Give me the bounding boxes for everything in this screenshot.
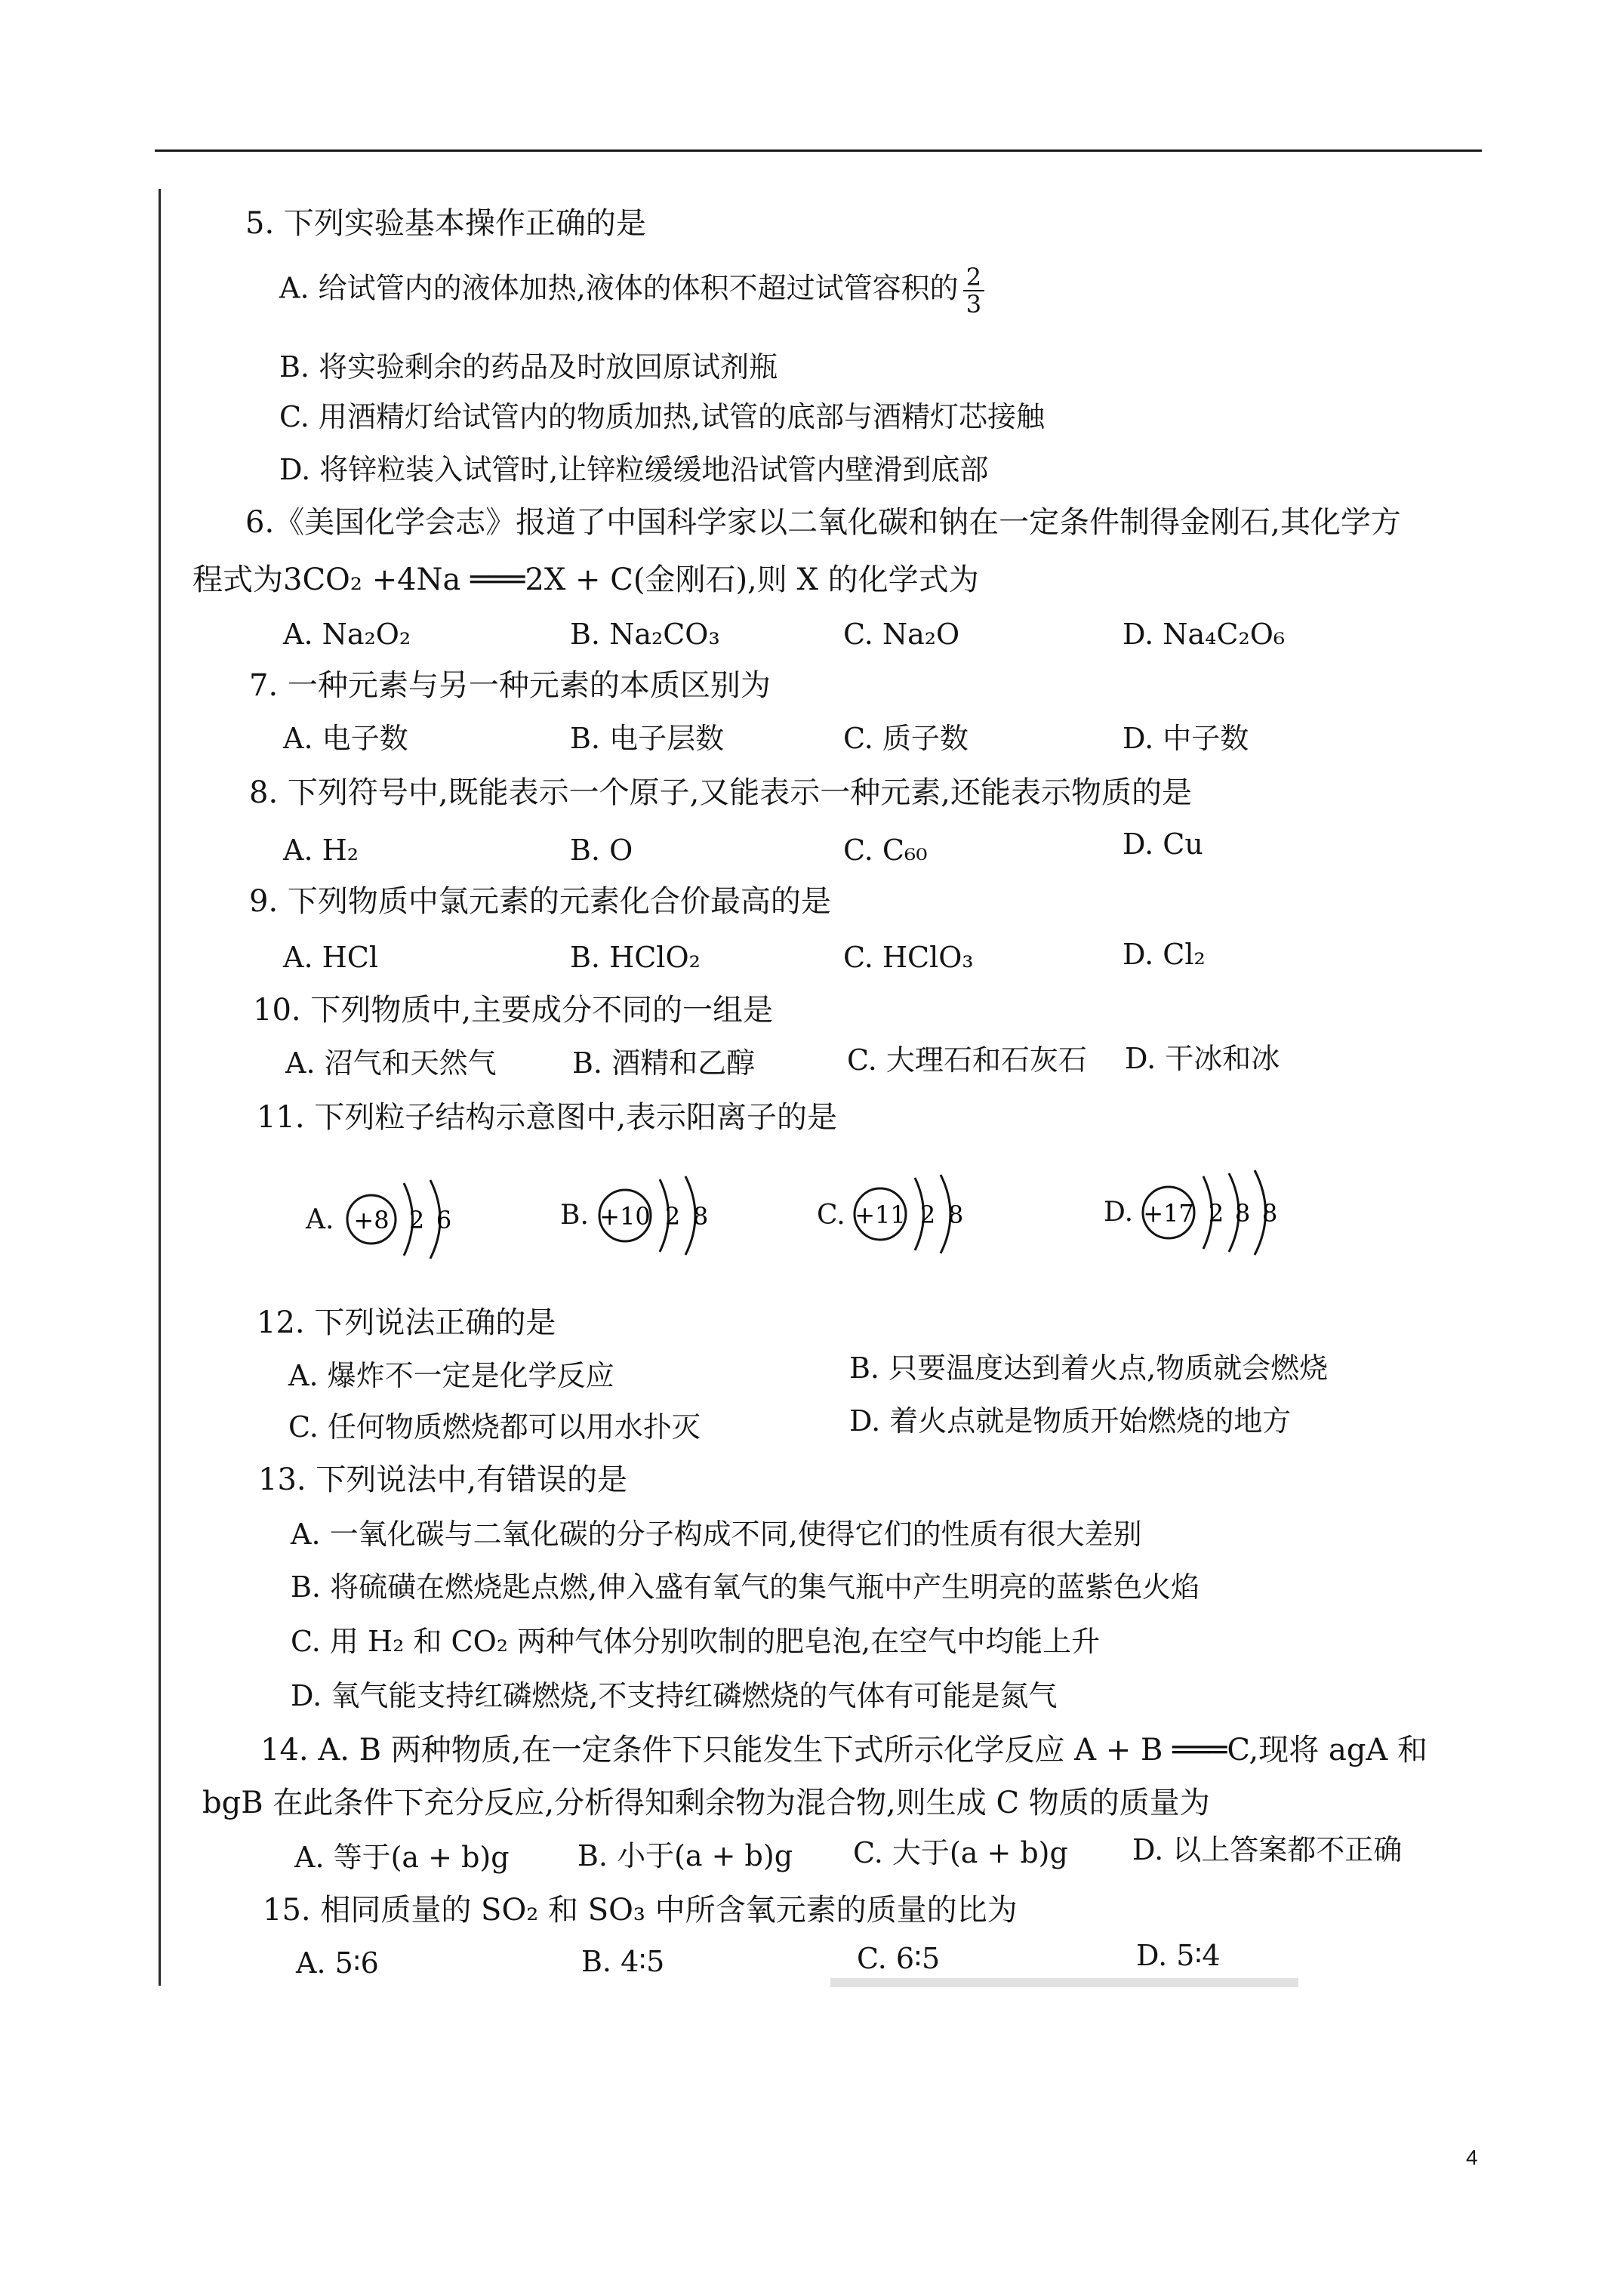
question-6-option-d: D. Na₄C₂O₆ (1123, 618, 1286, 651)
question-10-option-a: A. 沼气和天然气 (285, 1046, 497, 1080)
question-13-stem: 13. 下列说法中,有错误的是 (258, 1462, 628, 1497)
question-14-option-b: B. 小于(a + b)g (577, 1839, 793, 1872)
atom-d-letter: D. (1104, 1197, 1134, 1228)
shell-2-count: 8 (1234, 1199, 1251, 1228)
atom-b-letter: B. (560, 1200, 589, 1231)
question-8-option-b: B. O (570, 834, 633, 867)
question-5-option-d: D. 将锌粒装入试管时,让锌粒缓缓地沿试管内壁滑到底部 (279, 453, 989, 486)
question-12-stem: 12. 下列说法正确的是 (257, 1305, 556, 1340)
shell-3-count: 8 (1261, 1199, 1278, 1228)
question-13-option-d: D. 氧气能支持红磷燃烧,不支持红磷燃烧的气体有可能是氮气 (291, 1679, 1058, 1712)
shell-1-count: 2 (408, 1206, 425, 1234)
shell-1-count: 2 (1208, 1199, 1224, 1228)
page-number: 4 (1466, 2146, 1478, 2169)
shell-1-count: 2 (919, 1200, 936, 1229)
question-5-option-c: C. 用酒精灯给试管内的物质加热,试管的底部与酒精灯芯接触 (279, 400, 1045, 433)
question-11-stem: 11. 下列粒子结构示意图中,表示阳离子的是 (257, 1100, 838, 1135)
shell-2-count: 8 (947, 1200, 964, 1229)
shell-1-count: 2 (664, 1202, 681, 1231)
question-14-stem-line2: bgB 在此条件下充分反应,分析得知剩余物为混合物,则生成 C 物质的质量为 (202, 1786, 1210, 1820)
atom-c-diagram (841, 1163, 999, 1268)
question-14-option-d: D. 以上答案都不正确 (1132, 1833, 1403, 1866)
question-15-option-d: D. 5∶4 (1136, 1939, 1221, 1972)
option-a-text: A. 给试管内的液体加热,液体的体积不超过试管容积的 (279, 271, 959, 305)
question-6-option-c: C. Na₂O (843, 618, 960, 651)
fraction (963, 264, 984, 317)
question-9-option-d: D. Cl₂ (1123, 938, 1206, 971)
nucleus-charge: +11 (855, 1200, 906, 1229)
question-14-option-c: C. 大于(a + b)g (853, 1836, 1068, 1869)
question-7-option-b: B. 电子层数 (570, 722, 725, 755)
question-15-option-b: B. 4∶5 (581, 1945, 665, 1978)
question-12-option-c: C. 任何物质燃烧都可以用水扑灭 (288, 1410, 701, 1444)
question-7-option-a: A. 电子数 (283, 722, 408, 755)
question-6-option-a: A. Na₂O₂ (283, 618, 411, 651)
question-7-stem: 7. 一种元素与另一种元素的本质区别为 (249, 668, 771, 703)
fraction-denominator: 3 (965, 290, 982, 319)
question-9-stem: 9. 下列物质中氯元素的元素化合价最高的是 (249, 884, 831, 919)
question-6-stem: 6.《美国化学会志》报道了中国科学家以二氧化碳和钠在一定条件制得金刚石,其化学方 (245, 505, 1401, 540)
question-6-option-b: B. Na₂CO₃ (570, 618, 720, 651)
question-7-option-c: C. 质子数 (843, 722, 969, 755)
atom-a-diagram (332, 1166, 491, 1272)
question-14-stem: 14. A. B 两种物质,在一定条件下只能发生下式所示化学反应 A + B ═══C,现将 agA 和 (260, 1733, 1428, 1767)
question-10-stem: 10. 下列物质中,主要成分不同的一组是 (253, 993, 774, 1028)
question-13-option-c: C. 用 H₂ 和 CO₂ 两种气体分别吹制的肥皂泡,在空气中均能上升 (291, 1625, 1101, 1658)
header-rule (155, 149, 1482, 152)
question-7-option-d: D. 中子数 (1123, 722, 1249, 755)
question-10-option-b: B. 酒精和乙醇 (572, 1046, 756, 1080)
nucleus-charge: +8 (353, 1206, 390, 1234)
question-10-option-d: D. 干冰和冰 (1125, 1042, 1280, 1075)
question-5-stem: 5. 下列实验基本操作正确的是 (245, 206, 646, 241)
question-9-option-a: A. HCl (283, 941, 378, 974)
question-15-option-c: C. 6∶5 (857, 1942, 941, 1975)
question-12-option-d: D. 着火点就是物质开始燃烧的地方 (849, 1404, 1292, 1438)
margin-rule (159, 189, 161, 1986)
question-12-option-b: B. 只要温度达到着火点,物质就会燃烧 (849, 1351, 1329, 1385)
question-8-option-d: D. Cu (1123, 827, 1203, 861)
question-5-option-b: B. 将实验剩余的药品及时放回原试剂瓶 (279, 350, 778, 384)
shell-2-count: 6 (436, 1206, 452, 1234)
question-15-stem: 15. 相同质量的 SO₂ 和 SO₃ 中所含氧元素的质量的比为 (263, 1893, 1018, 1928)
question-5-option-a (279, 264, 984, 317)
question-8-option-a: A. H₂ (283, 834, 359, 867)
fraction-numerator: 2 (963, 264, 984, 291)
question-6-stem-line2: 程式为3CO₂ +4Na ═══2X + C(金刚石),则 X 的化学式为 (192, 562, 979, 597)
question-14-option-a: A. 等于(a + b)g (294, 1841, 510, 1874)
atom-c-letter: C. (817, 1200, 845, 1231)
nucleus-charge: +10 (599, 1202, 651, 1231)
question-13-option-a: A. 一氧化碳与二氧化碳的分子构成不同,使得它们的性质有很大差别 (291, 1518, 1142, 1551)
question-9-option-c: C. HClO₃ (843, 941, 974, 974)
question-10-option-c: C. 大理石和石灰石 (847, 1043, 1087, 1077)
question-9-option-b: B. HClO₂ (570, 941, 701, 974)
atom-d-diagram (1129, 1160, 1303, 1265)
question-13-option-b: B. 将硫磺在燃烧匙点燃,伸入盛有氧气的集气瓶中产生明亮的蓝紫色火焰 (291, 1570, 1200, 1604)
question-8-option-c: C. C₆₀ (843, 834, 928, 867)
question-8-stem: 8. 下列符号中,既能表示一个原子,又能表示一种元素,还能表示物质的是 (249, 775, 1193, 810)
atom-a-letter: A. (306, 1204, 334, 1235)
atom-b-diagram (586, 1163, 744, 1268)
question-15-option-a: A. 5∶6 (296, 1946, 379, 1980)
nucleus-charge: +17 (1143, 1199, 1194, 1228)
question-12-option-a: A. 爆炸不一定是化学反应 (288, 1359, 614, 1392)
shell-2-count: 8 (692, 1202, 709, 1231)
